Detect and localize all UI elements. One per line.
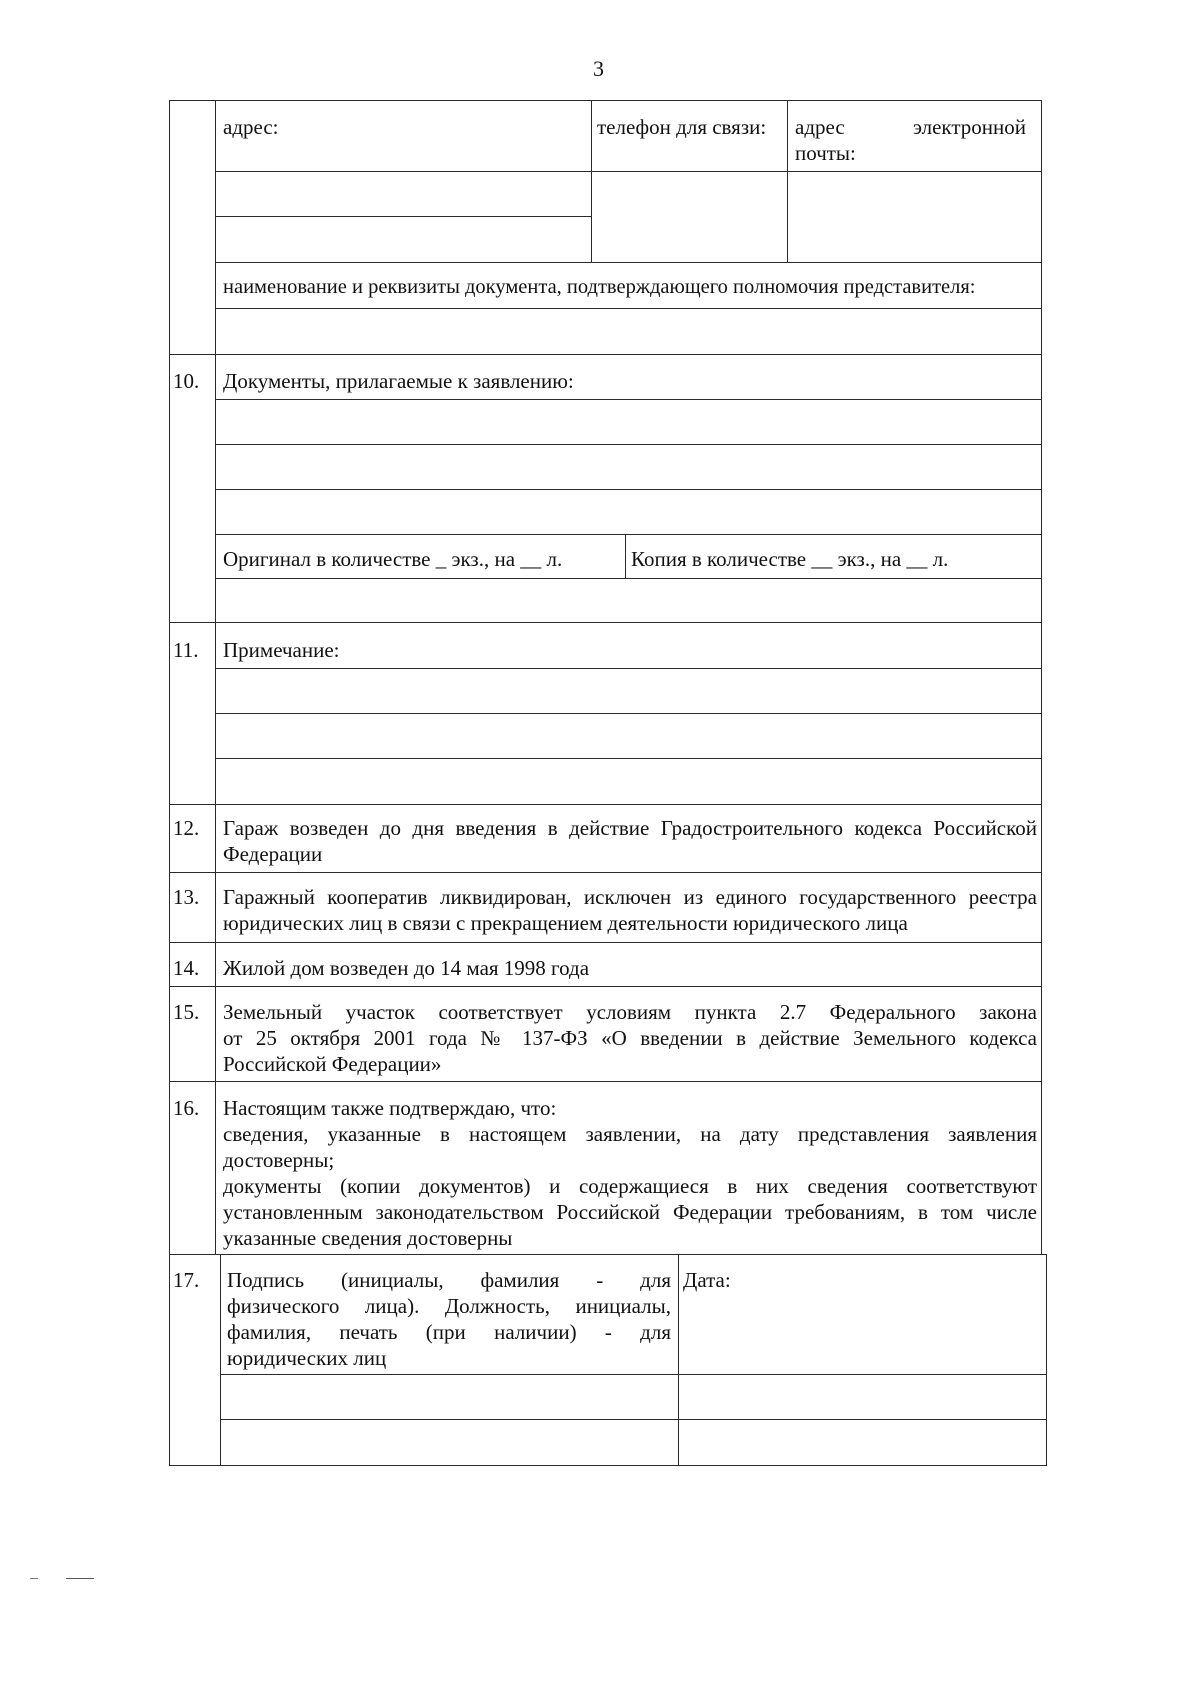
section9-bottom [169,354,1041,355]
date-field-1[interactable] [679,1375,1046,1419]
section-14-text: Жилой дом возведен до 14 мая 1998 года [223,956,590,980]
original-count: Оригинал в количестве _ экз., на __ л. [223,547,563,571]
section13-bottom [169,942,1041,943]
note-field-1[interactable] [216,669,1041,713]
section-11-number: 11. [173,638,199,662]
section-13-number: 13. [173,885,200,909]
section-13-line-2: юридических лиц в связи с прекращением деятельности юридического лица [223,911,908,935]
email-label-part3: почты: [795,141,856,165]
table-left-border [169,100,170,1466]
table-right-border [1041,100,1042,1254]
phone-field[interactable] [592,172,787,262]
section-12-line-1: Гараж возведен до дня введения в действие Градостроительного кодекса Российской [223,816,1037,840]
copy-count: Копия в количестве __ экз., на __ л. [631,547,949,571]
section-16-text [223,1095,1037,1251]
attached-docs-title: Документы, прилагаемые к заявлению: [223,369,574,393]
table-right-border-row17 [1046,1254,1047,1466]
section-13-line-1: Гаражный кооператив ликвидирован, исключен из единого государственного реестра [223,885,1037,909]
note-field-2[interactable] [216,714,1041,758]
section14-bottom [169,986,1041,987]
attached-doc-field-2[interactable] [216,445,1041,489]
section-15-number: 15. [173,1000,200,1024]
section-12-line-2: Федерации [223,842,323,866]
section12-bottom [169,872,1041,873]
signature-line-1: Подпись (инициалы, фамилия - для [227,1268,671,1292]
note-field-3[interactable] [216,759,1041,804]
section-16-line-5: установленным законодательством Российской Федерации требованиям, в том числе [223,1200,1037,1224]
section-16-line-6: указанные сведения достоверны [223,1226,513,1250]
section-16-line-4: документы (копии документов) и содержащиеся в них сведения соответствуют [223,1174,1037,1198]
address-field-2[interactable] [216,217,591,262]
attached-doc-field-1[interactable] [216,400,1041,444]
section-15-line-1: Земельный участок соответствует условиям пункта 2.7 Федерального закона [223,1000,1037,1024]
section10-bottom [169,622,1041,623]
scan-mark-short [30,1578,38,1579]
section-15-line-2: от 25 октября 2001 года № 137-ФЗ «О введении в действие Земельного кодекса [223,1026,1037,1050]
section16-bottom [169,1254,1046,1255]
docs-line-4 [215,534,1041,535]
signature-label [227,1267,671,1371]
section-16-line-3: достоверны; [223,1148,335,1172]
contact-row-bottom [215,262,1041,263]
phone-label: телефон для связи: [597,115,767,139]
representative-doc-field[interactable] [216,309,1041,354]
attached-doc-field-4[interactable] [216,579,1041,622]
email-label-part1: адрес [795,115,845,139]
section-12-number: 12. [173,816,200,840]
section-15-text [223,999,1037,1077]
section-16-line-1: Настоящим также подтверждаю, что: [223,1096,557,1120]
section11-bottom [169,804,1041,805]
section-10-number: 10. [173,369,200,393]
section-12-text [223,815,1037,867]
signature-line-2: физического лица). Должность, инициалы, [227,1294,671,1318]
address-field-1[interactable] [216,172,591,216]
original-copy-divider [625,534,626,578]
email-field[interactable] [788,172,1041,262]
section-16-number: 16. [173,1096,200,1120]
date-label: Дата: [683,1268,731,1292]
section-16-line-2: сведения, указанные в настоящем заявлении, на дату представления заявления [223,1122,1037,1146]
scan-mark-long [66,1578,94,1579]
signature-field-1[interactable] [221,1375,678,1419]
address-label: адрес: [223,115,279,139]
section-13-text [223,884,1037,936]
email-label-part2: электронной [913,115,1027,139]
note-title: Примечание: [223,638,340,662]
section-17-number: 17. [173,1268,200,1292]
signature-line-3: фамилия, печать (при наличии) - для [227,1320,671,1344]
top-border [169,100,1041,101]
signature-line-4: юридических лиц [227,1346,387,1370]
signature-field-2[interactable] [221,1420,678,1465]
table-bottom-border [169,1465,1046,1466]
section-15-line-3: Российской Федерации» [223,1052,442,1076]
page-number: 3 [593,56,604,81]
date-field-2[interactable] [679,1420,1046,1465]
section15-bottom [169,1081,1041,1082]
section-14-number: 14. [173,956,200,980]
attached-doc-field-3[interactable] [216,490,1041,534]
representative-doc-label: наименование и реквизиты документа, подтверждающего полномочия представителя: [223,276,976,298]
